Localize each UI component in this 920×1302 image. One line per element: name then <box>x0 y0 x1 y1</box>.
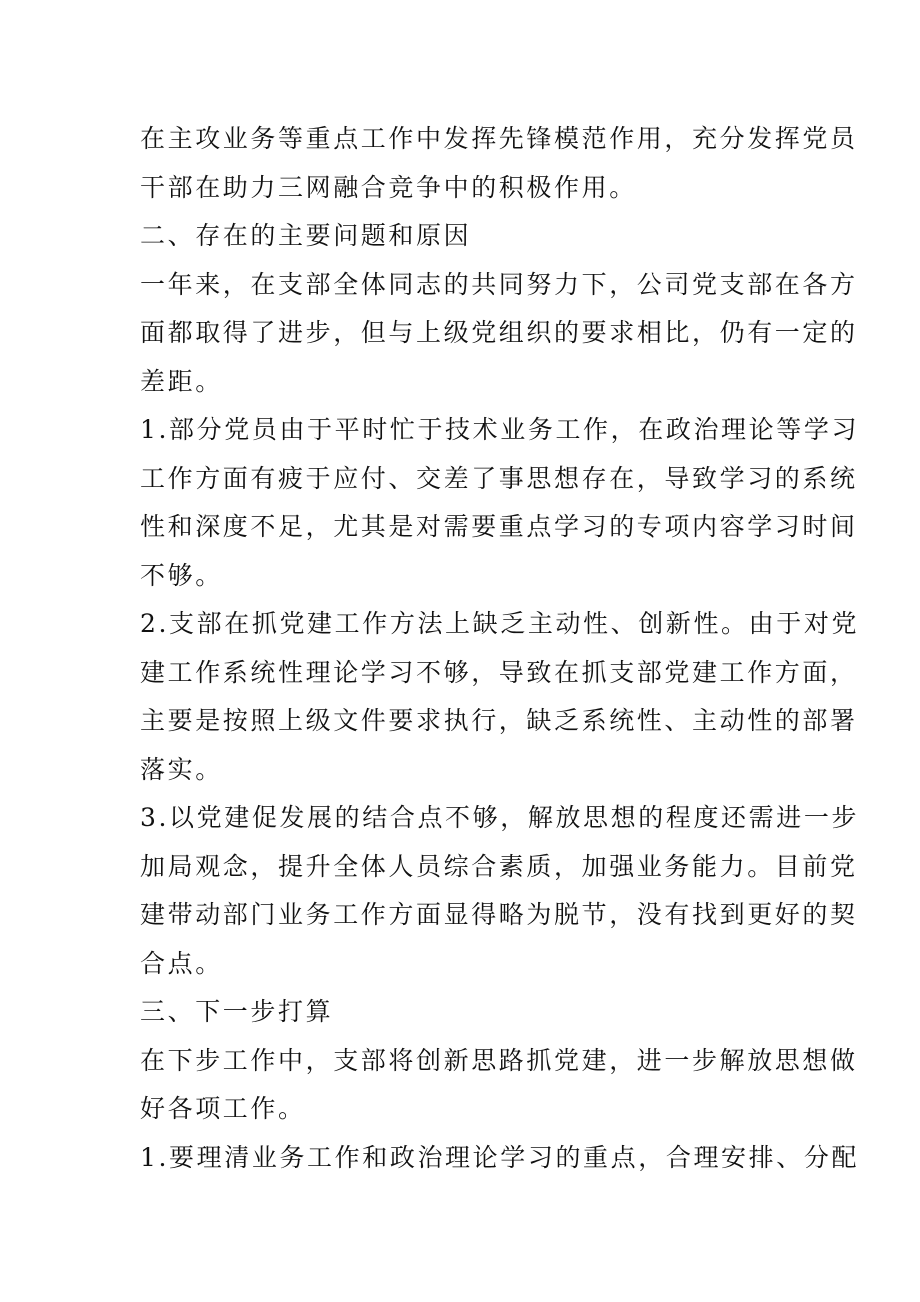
text-line: 建工作系统性理论学习不够，导致在抓支部党建工作方面， <box>140 657 858 687</box>
text-line: 在下步工作中，支部将创新思路抓党建，进一步解放思想做 <box>140 1045 858 1075</box>
text-line: 2.支部在抓党建工作方法上缺乏主动性、创新性。由于对党 <box>140 609 860 638</box>
text-line: 二、存在的主要问题和原因 <box>140 221 472 250</box>
text-line: 工作方面有疲于应付、交差了事思想存在，导致学习的系统 <box>140 463 858 493</box>
paragraph-problem-2 <box>140 600 860 794</box>
text-line: 好各项工作。 <box>140 1094 306 1123</box>
text-line: 性和深度不足，尤其是对需要重点学习的专项内容学习时间 <box>140 512 858 541</box>
text-line: 3.以党建促发展的结合点不够，解放思想的程度还需进一步 <box>140 803 860 832</box>
paragraph-next-steps-overview <box>140 1037 858 1134</box>
text-line: 干部在助力三网融合竞争中的积极作用。 <box>140 172 637 202</box>
text-line: 一年来，在支部全体同志的共同努力下，公司党支部在各方 <box>140 269 858 299</box>
text-line: 在主攻业务等重点工作中发挥先锋模范作用，充分发挥党员 <box>140 124 858 153</box>
paragraph-problem-3 <box>140 794 860 988</box>
paragraph-problem-1 <box>140 406 860 600</box>
section-heading-problems <box>140 212 820 261</box>
text-line: 三、下一步打算 <box>140 997 334 1026</box>
paragraph-next-step-1 <box>140 1134 860 1183</box>
text-line: 合点。 <box>140 948 223 978</box>
paragraph-intro-continuation <box>140 115 858 212</box>
text-line: 加局观念，提升全体人员综合素质，加强业务能力。目前党 <box>140 851 858 881</box>
text-line: 不够。 <box>140 560 223 590</box>
text-line: 差距。 <box>140 366 223 396</box>
text-line: 落实。 <box>140 754 223 784</box>
paragraph-problems-overview <box>140 261 858 407</box>
section-heading-next-steps <box>140 988 820 1037</box>
text-line: 1.部分党员由于平时忙于技术业务工作，在政治理论等学习 <box>140 415 860 444</box>
text-line: 面都取得了进步，但与上级党组织的要求相比，仍有一定的 <box>140 318 858 347</box>
text-line: 建带动部门业务工作方面显得略为脱节，没有找到更好的契 <box>140 900 858 929</box>
text-line: 1.要理清业务工作和政治理论学习的重点，合理安排、分配 <box>140 1142 860 1172</box>
text-line: 主要是按照上级文件要求执行，缺乏系统性、主动性的部署 <box>140 706 858 735</box>
